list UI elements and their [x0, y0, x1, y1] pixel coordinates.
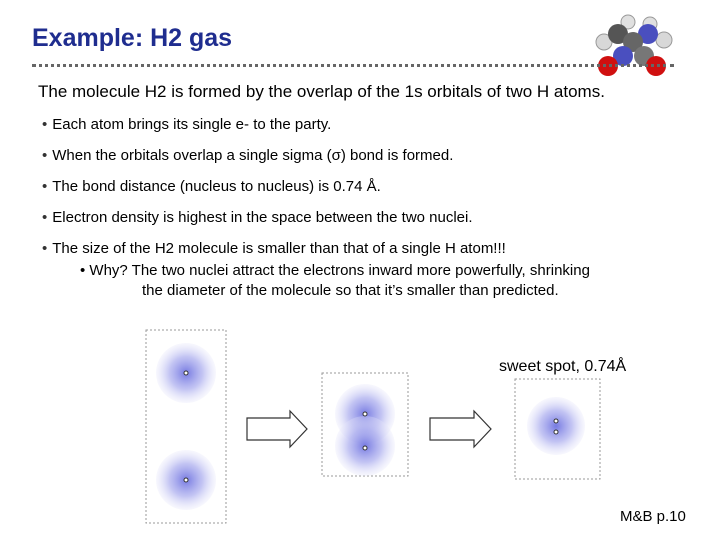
intro-text: The molecule H2 is formed by the overlap of the 1s orbitals of two H atoms.	[38, 82, 605, 101]
bullet-dot: •	[42, 147, 48, 164]
sweet-spot-label: sweet spot, 0.74Å	[499, 358, 627, 375]
bullet-dot: •	[42, 209, 48, 226]
nucleus	[554, 419, 558, 423]
bullet-item: • When the orbitals overlap a single sigma (σ) bond is formed.	[42, 147, 454, 164]
bullet-item: • Electron density is highest in the space between the two nuclei.	[42, 209, 473, 226]
bullet-item: • The size of the H2 molecule is smaller than that of a single H atom!!!	[42, 240, 506, 257]
bullet-item: • Each atom brings its single e- to the party.	[42, 116, 332, 133]
nucleus	[184, 371, 188, 375]
bullet-dot: •	[80, 262, 90, 279]
bullet-dot: •	[42, 116, 48, 133]
right-arrow-icon	[430, 411, 491, 447]
bullet-dot: •	[42, 178, 48, 195]
page-reference: M&B p.10	[620, 508, 686, 525]
sub-bullet-line-1: Why? The two nuclei attract the electrons inward more powerfully, shrinking	[89, 262, 590, 279]
slide-title: Example: H2 gas	[32, 24, 233, 52]
nucleus	[363, 446, 367, 450]
nucleus	[554, 430, 558, 434]
right-arrow-icon	[247, 411, 307, 447]
bullet-item: • The bond distance (nucleus to nucleus) is 0.74 Å.	[42, 178, 381, 195]
bullet-dot: •	[42, 240, 48, 257]
h2-molecule-orbital	[527, 397, 585, 455]
nucleus	[363, 412, 367, 416]
sub-bullet-line-2: the diameter of the molecule so that it’s smaller than predicted.	[142, 282, 559, 299]
nucleus	[184, 478, 188, 482]
